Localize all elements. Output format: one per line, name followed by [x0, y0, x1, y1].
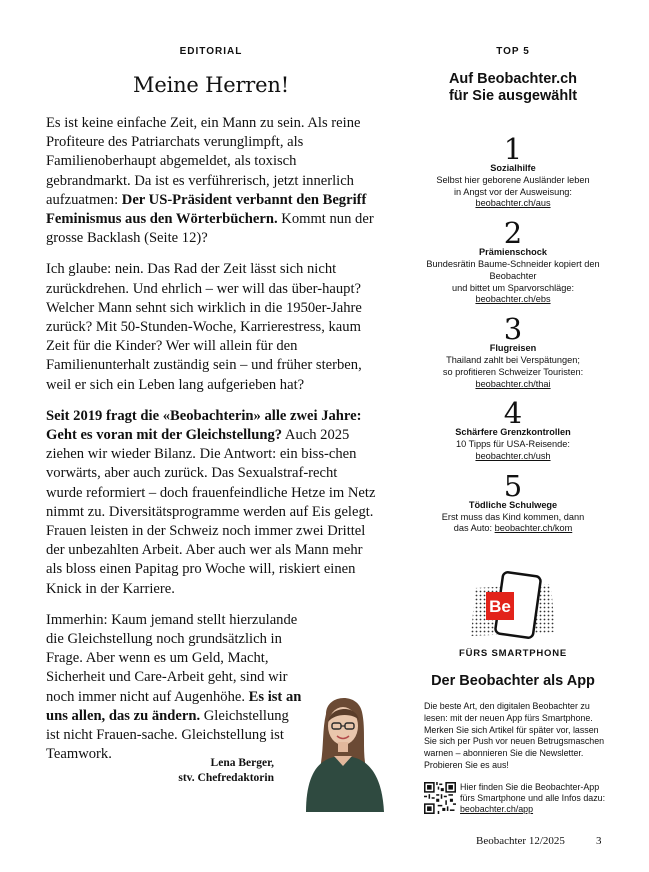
entry-link[interactable]: beobachter.ch/aus: [475, 198, 551, 209]
entry-title: Schärfere Grenzkontrollen: [455, 427, 571, 438]
entry-number: 3: [503, 312, 523, 347]
author-block: [150, 686, 388, 812]
top5-entry: [418, 216, 608, 306]
entry-title: Sozialhilfe: [490, 163, 536, 173]
smartphone-app-graphic: [463, 570, 563, 644]
editorial-paragraph: [46, 260, 376, 394]
app-download-line: fürs Smartphone und alle Infos dazu:: [460, 792, 606, 803]
app-download-line: Hier finden Sie die Beobachter-App: [460, 781, 600, 792]
entry-text: 10 Tipps für USA-Reisende:: [456, 439, 570, 450]
entry-text: Thailand zahlt bei Verspätungen;: [446, 354, 580, 365]
entry-title: Tödliche Schulwege: [468, 499, 558, 510]
app-title: Der Beobachter als App: [431, 673, 595, 689]
editorial-kicker: EDITORIAL: [179, 46, 243, 57]
editorial-paragraph: [46, 114, 376, 248]
author-role: stv. Chefredaktorin: [178, 772, 274, 784]
entry-title: Prämienschock: [479, 247, 547, 258]
paragraph-text: Es ist keine einfache Zeit, ein Mann zu sein. Als reine Profiteure des Patriarchats verunglimpft, als Familienoberhaupt abgemeldet, als toxisch gebrandmarkt. Da ist es verführerisch, jetzt innerlich aufzuatmen:: [46, 115, 361, 208]
editorial-column: [46, 46, 376, 777]
app-logo-text: Be: [489, 597, 511, 616]
paragraph-text: Kommt nun der grosse Backlash (Seite 12)?: [46, 211, 374, 247]
top5-column: [418, 46, 608, 544]
entry-number: 1: [503, 132, 523, 166]
entry-link[interactable]: beobachter.ch/thai: [475, 378, 551, 389]
entry-link[interactable]: beobachter.ch/kom: [494, 523, 573, 534]
app-download: [418, 782, 608, 816]
entry-number: 2: [503, 216, 523, 251]
app-promo: [418, 570, 608, 815]
paragraph-text: Gleichstellung ist nicht Frauen-sache. Gleichstellung ist Teamwork.: [46, 707, 289, 763]
entry-number: 5: [503, 468, 523, 503]
top5-title-line: Auf Beobachter.ch: [448, 71, 578, 87]
editorial-paragraph: [46, 407, 376, 599]
qr-code-icon[interactable]: [424, 782, 456, 814]
entry-number: 4: [503, 396, 523, 431]
entry-text: Erst muss das Kind kommen, dann: [441, 511, 585, 522]
app-download-text: [460, 782, 605, 816]
top5-entry: [418, 132, 608, 210]
entry-title: Flugreisen: [489, 343, 537, 354]
paragraph-bold: Es ist an uns allen, das zu ändern.: [46, 688, 302, 724]
entry-text: Selbst hier geborene Ausländer leben: [436, 174, 590, 185]
paragraph-text: Immerhin: Kaum jemand stellt hierzulande die Gleichstellung noch grundsätzlich in Frage. Aber wenn es um Geld, Macht, Sicherheit und Care-Arbeit geht, sind wir noch immer nicht auf Augenhöhe.: [46, 611, 298, 705]
app-kicker: FÜRS SMARTPHONE: [458, 648, 568, 659]
top5-entry: [418, 312, 608, 390]
entry-text: in Angst vor der Ausweisung:: [454, 186, 572, 197]
top5-title-line: für Sie ausgewählt: [448, 88, 578, 104]
page-number: 3: [596, 835, 602, 847]
author-signature: [178, 756, 274, 786]
top5-entry: [418, 396, 608, 462]
top5-entry: [418, 468, 608, 535]
top5-kicker: TOP 5: [496, 46, 530, 57]
paragraph-bold: Seit 2019 fragt die «Beobachterin» alle zwei Jahre: Geht es voran mit der Gleichstellung?: [46, 407, 362, 444]
top5-list: [418, 132, 608, 535]
editorial-headline: Meine Herren!: [133, 73, 289, 97]
paragraph-text: Ich glaube: nein. Das Rad der Zeit lässt sich nicht zurückdrehen. Und ehrlich – wer will das über-haupt? Welcher Mann sehnt sich wirklich in die 1950er-Jahre zurück? Mit 50-Stunden-Woche, Karrierestress, kaum Zeit für die Kinder? Wer will allein für den Familienunterhalt zuständig sein – und früher sterben, weil er sich ein Leben lang aufgerieben hat?: [46, 261, 362, 393]
entry-text: so profitieren Schweizer Touristen:: [442, 366, 584, 377]
entry-text-with-link: [418, 523, 608, 535]
entry-link[interactable]: beobachter.ch/ush: [475, 450, 551, 461]
app-download-link[interactable]: beobachter.ch/app: [460, 804, 534, 815]
entry-text: und bittet um Sparvorschläge:: [451, 282, 575, 293]
top5-title: [418, 71, 608, 105]
author-name: Lena Berger,: [210, 757, 274, 769]
paragraph-text: Auch 2025 ziehen wir wieder Bilanz. Die Antwort: ein biss-chen vorwärts, aber auch zurück. Das Sexualstraf-recht wurde reformiert – doch frauenfeindliche Hetze im Netz nimmt zu. Diversitätsprogramme werden auf Eis gelegt. Frauen leisten in der Schweiz noch immer zwei Drittel der unbezahlten Arbeit. Aber auch wer als Mann mehr als bloss einen Papitag pro Woche will, riskiert einen Knick in der Karriere.: [46, 427, 376, 597]
entry-link[interactable]: beobachter.ch/ebs: [475, 294, 551, 305]
editorial-body: [46, 114, 376, 765]
entry-text: Bundesrätin Baume-Schneider kopiert den Beobachter: [426, 258, 600, 281]
app-text: Die beste Art, den digitalen Beobachter zu lesen: mit der neuen App fürs Smartphone. Merken Sie sich Artikel für später vor, lassen Sie sich per Push vor neuen Betrugsmaschen warnen – abonnieren Sie die Newsletter. Probieren Sie es aus!: [424, 701, 605, 770]
paragraph-bold: Der US-Präsident verbannt den Begriff Feminismus aus den Wörterbüchern.: [46, 191, 367, 228]
author-portrait: [296, 686, 388, 812]
publication-issue: Beobachter 12/2025: [476, 835, 565, 847]
entry-text: das Auto:: [453, 523, 495, 534]
